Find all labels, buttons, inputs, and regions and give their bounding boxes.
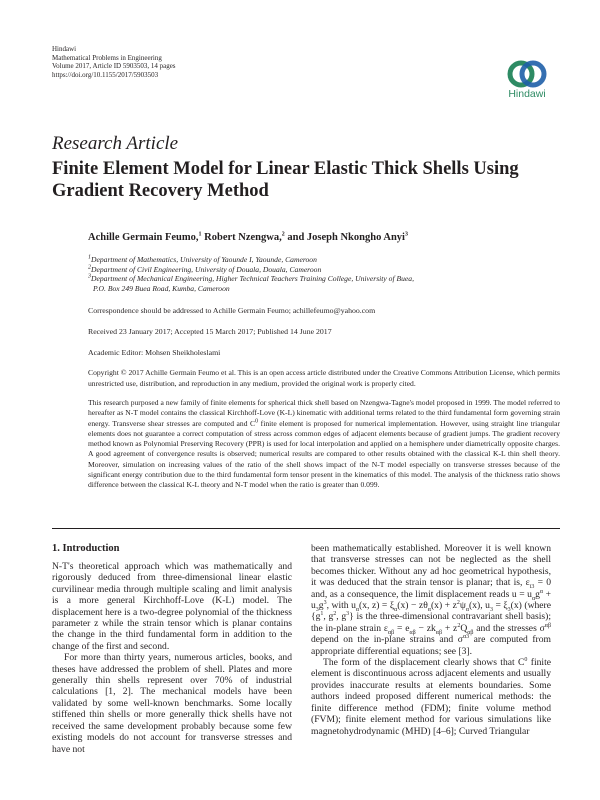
- subscript: αβ: [387, 629, 395, 636]
- paragraph: For more than thirty years, numerous articles, books, and theses have addressed the problem of shell. Plates and more generally thin shells represent over 70% of industrial calculations [1, 2]. The mechanical models have been validated by some well-known benchmarks. Some locally stiffened thin shells or more generally thick shells have not received the same development probably because some few existing models do not account for transverse stresses and have not: [52, 652, 292, 755]
- superscript: 0: [524, 656, 528, 663]
- affil-marker: 2: [281, 231, 285, 238]
- superscript: 3: [346, 611, 350, 618]
- text-run: = 0 and, as a consequence, the limit displacement reads u = u: [311, 577, 551, 600]
- subscript: i3: [529, 584, 535, 591]
- affiliation-line: [88, 274, 558, 284]
- affiliation-text: P.O. Box 249 Buea Road, Kumba, Cameroon: [93, 283, 230, 293]
- article-dates: Received 23 January 2017; Accepted 15 March 2017; Published 14 June 2017: [88, 327, 332, 336]
- superscript: α: [539, 588, 544, 595]
- abstract-text: finite element is proposed for numerical implementation. However, using straight line triangular elements does not guarantee a correct computation of stress across common edges of adjacent elements because of gradient jumps. The gradient recovery method known as Polynomial Preserving Recovery (PPR) is used for local interpolation and applied on a hemisphere under diametrically opposite charges. A good agreement of convergence results is observed; numerical results are compared to other results obtained with the classical K-L thin shell theory. Moreover, simulation on increasing values of the ratio of the shell shows impact of the N-T model especially on transverse stresses because of the significant energy contribution due to the third fundamental form tensor present in the kinematics of this model. The analysis of the thickness ratio shows difference between the classical K-L theory and N-T model when the ratio is greater than 0.099.: [88, 418, 561, 490]
- subscript: α: [394, 606, 398, 613]
- superscript: 2: [333, 611, 337, 618]
- affil-marker: 3: [404, 231, 408, 238]
- affiliation-text: Department of Civil Engineering, University of Douala, Douala, Cameroon: [91, 264, 322, 274]
- correspondence: Correspondence should be addressed to Achille Germain Feumo; achillefeumo@yahoo.com: [88, 306, 376, 315]
- superscript: 3: [323, 599, 327, 606]
- subscript: 3: [315, 606, 319, 613]
- affil-marker: 1: [88, 254, 91, 261]
- subscript: αβ: [409, 629, 416, 636]
- affil-marker: 1: [198, 231, 202, 238]
- title-line: Gradient Recovery Method: [52, 181, 269, 201]
- author-name: and Joseph Nkongho Anyi: [284, 232, 405, 243]
- title-line: Finite Element Model for Linear Elastic Thick Shells Using: [52, 159, 519, 179]
- volume-info: Volume 2017, Article ID 5903503, 14 pages: [52, 62, 176, 71]
- abstract: [88, 398, 560, 491]
- text-run: been mathematically established. Moreover it is well known that transverse stresses can not be neglected as the shell becomes thicker. Without any ad hoc geometrical hypothesis, it was deduced that the strain tensor is planar; that is, ε: [311, 543, 551, 589]
- affiliation-text: Department of Mathematics, University of Yaounde I, Yaounde, Cameroon: [91, 255, 317, 264]
- divider: [52, 528, 560, 529]
- text-run: are computed from appropriate differential equations; see [3].: [311, 634, 551, 657]
- subscript: α: [531, 595, 536, 602]
- superscript: 2: [456, 599, 460, 606]
- affiliations: [88, 255, 558, 293]
- journal-header: [52, 45, 176, 79]
- subscript: 3: [507, 606, 511, 613]
- subscript: α: [355, 606, 360, 613]
- author-list: [88, 232, 408, 243]
- article-type: Research Article: [52, 133, 179, 154]
- superscript: αβ: [544, 622, 551, 629]
- superscript: α3: [462, 634, 470, 641]
- section-heading: 1. Introduction: [52, 543, 120, 554]
- superscript: 2: [457, 622, 461, 629]
- paragraph: [311, 657, 551, 737]
- right-column: [311, 543, 551, 737]
- subscript: α: [465, 606, 470, 613]
- copyright-notice: Copyright © 2017 Achille Germain Feumo et al. This is an open access article distributed under the Creative Commons Attribution License, which permits unrestricted use, distribution, and reproduction in any medium, provided the original work is properly cited.: [88, 368, 560, 388]
- affiliation-line: [88, 284, 558, 294]
- affiliation-line: [88, 255, 558, 265]
- subscript: α: [427, 606, 431, 613]
- doi-link[interactable]: https://doi.org/10.1155/2017/5903503: [52, 70, 159, 79]
- text-run: finite element is discontinuous across adjacent elements and usually provides inaccurate results at elements boundaries. Some authors indeed proposed different numerical methods: the finite difference method (FDM); finite volume method (FVM); finite element method for various simulations like magnetohydrodynamic (MHD) [4–6]; Curved Triangular: [311, 657, 551, 737]
- superscript: 1: [320, 611, 324, 618]
- text-run: depend on the in-plane strains and σ: [311, 634, 463, 646]
- affil-marker: 3: [88, 273, 91, 280]
- academic-editor: Academic Editor: Mohsen Sheikholeslami: [88, 348, 221, 357]
- paragraph: N-T's theoretical approach which was mathematically and rigorously deduced from three-dimensional linear elastic curvilinear media through multiple scaling and limit analysis is a more general Kirchhoff-Love (K-L) model. The displacement here is a two-degree polynomial of the thickness parameter z while the strain tensor which is planar contains the change in the third fundamental form in addition to the change of the first and second.: [52, 561, 292, 652]
- publisher-name: Hindawi: [52, 45, 77, 53]
- paragraph: been mathematically established. Moreover it is well known that transverse stresses can not be neglected as the shell becomes thicker. Without any ad hoc geometrical hypothesis, it was deduced that the strain tensor is planar; that is, $\varepsilon_{i3} = 0$ and, as a consequence, the limit displacement reads $u = u_\alpha g^\alpha + u_3g^3$, with $u_\alpha(x$, $z) = \xi_\alpha(x) - z\theta_\alpha(x) + z^2\psi_\alpha(x)$, $u_3 = \xi_3(x)$ (where {$g^1$, $g^2$, $g^3$} is the three-dimensional contravariant shell basis); the in-plane strain $\varepsilon_{\alpha\beta} = e_{\alpha\beta} - zk_{\alpha\beta} + z^2Q_{\alpha\beta}$ and the stresses $\sigma^{\alpha\beta}$ depend on the in-plane strains and $\sigma^{\alpha 3}$ are computed from appropriate differential equations; see [3].: [311, 543, 552, 657]
- superscript: 0: [255, 418, 259, 425]
- subscript: αβ: [467, 629, 474, 636]
- affil-marker: 2: [88, 263, 91, 270]
- text-run: The form of the displacement clearly shows that C: [323, 657, 525, 669]
- logo-wordmark: Hindawi: [508, 88, 546, 100]
- author-name: Achille Germain Feumo,: [88, 232, 199, 243]
- left-column: [52, 561, 292, 755]
- affiliation-line: [88, 265, 558, 275]
- journal-name: Mathematical Problems in Engineering: [52, 53, 162, 62]
- subscript: 3: [489, 606, 493, 613]
- text-run: } is the three-dimensional contravariant shell basis); the in-plane strain ε: [311, 611, 551, 634]
- text-run: (x) (where {g: [311, 600, 552, 623]
- author-name: Robert Nzengwa,: [201, 232, 282, 243]
- article-title: [52, 158, 552, 202]
- abstract-text: This research purposed a new family of finite elements for spherical thick shell based on Nzengwa-Tagne's model proposed in 1999. The model referred to hereafter as N-T model contains the classical Kirchhoff-Love (K-L) kinematic with additional terms related to the third fundamental form governing strain energy. Transverse shear stresses are computed and C: [88, 398, 560, 428]
- subscript: αβ: [435, 629, 442, 636]
- affiliation-text: Department of Mechanical Engineering, Higher Technical Teachers Training College, University of Buea,: [91, 274, 414, 283]
